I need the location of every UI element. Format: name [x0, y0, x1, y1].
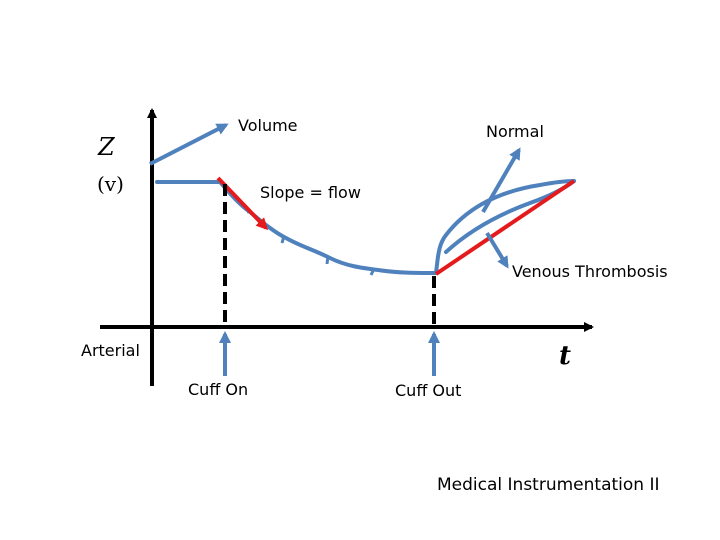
y-axis-label-v: (v)	[97, 172, 124, 196]
volume-pointer-arrow	[150, 125, 226, 164]
normal-pointer-arrow	[483, 150, 519, 212]
slope-flow-label: Slope = flow	[260, 183, 361, 202]
volume-curve	[157, 181, 574, 273]
footer-title: Medical Instrumentation II	[437, 475, 660, 495]
volume-label: Volume	[238, 116, 298, 135]
arterial-label: Arterial	[81, 341, 140, 360]
venous-thrombosis-label: Venous Thrombosis	[512, 262, 668, 281]
cuff-out-label: Cuff Out	[395, 381, 462, 400]
x-axis-label-t: t	[559, 341, 572, 371]
cuff-on-label: Cuff On	[188, 380, 249, 399]
y-axis-label-z: Z	[98, 133, 115, 161]
venous-pointer-arrow	[487, 233, 507, 266]
normal-label: Normal	[486, 122, 544, 141]
